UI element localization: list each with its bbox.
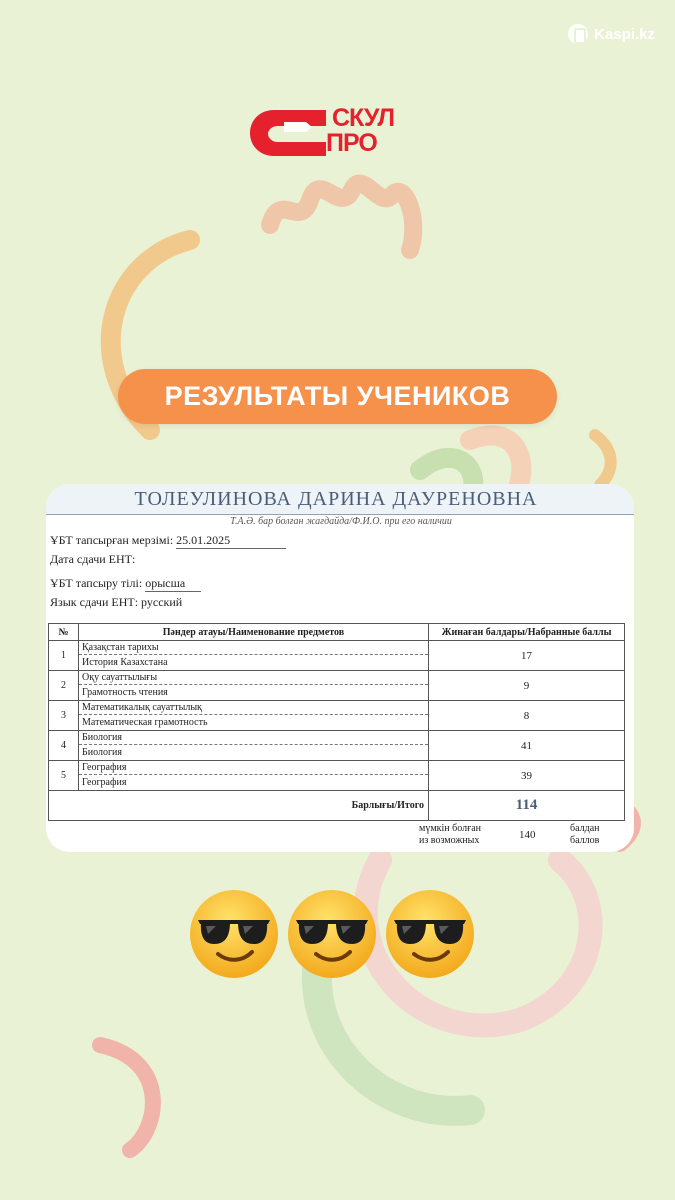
- skul-pro-logo: [248, 106, 428, 158]
- row-subject: [79, 641, 429, 671]
- results-banner: РЕЗУЛЬТАТЫ УЧЕНИКОВ: [118, 369, 557, 424]
- student-name: ТОЛЕУЛИНОВА ДАРИНА ДАУРЕНОВНА: [134, 488, 538, 510]
- possible-label: [419, 823, 481, 847]
- points-text-ru: баллов: [570, 835, 600, 846]
- table-row: [49, 701, 625, 731]
- sunglasses-face-emoji: [188, 888, 280, 980]
- row-subject: [79, 731, 429, 761]
- name-caption: Т.А.Ә. бар болған жағдайда/Ф.И.О. при его наличии: [230, 516, 452, 527]
- possible-value: 140: [519, 829, 536, 841]
- emoji-row: [188, 888, 476, 980]
- ent-certificate: [46, 484, 634, 852]
- table-row: [49, 761, 625, 791]
- possible-text-ru: из возможных: [419, 835, 480, 846]
- lang-label-kz: ҰБТ тапсыру тілі:: [50, 576, 143, 590]
- kaspi-watermark: [568, 24, 655, 44]
- points-label: [570, 823, 599, 847]
- date-label-ru: Дата сдачи ЕНТ:: [50, 552, 136, 566]
- row-num: 4: [49, 731, 79, 761]
- watermark-text: Kaspi.kz: [594, 25, 655, 43]
- total-row: [49, 791, 625, 821]
- language-row: [50, 576, 201, 592]
- date-label-kz: ҰБТ тапсырған мерзімі:: [50, 533, 174, 547]
- table-row: [49, 731, 625, 761]
- date-value: 25.01.2025: [176, 533, 286, 549]
- row-subject: [79, 761, 429, 791]
- row-num: 2: [49, 671, 79, 701]
- row-num: 3: [49, 701, 79, 731]
- lang-value-ru: русский: [141, 595, 183, 609]
- subject-kz: Математикалық сауаттылық: [79, 701, 428, 715]
- subject-kz: География: [79, 761, 428, 775]
- lang-label-ru: Язык сдачи ЕНТ:: [50, 595, 139, 609]
- kaspi-logo-icon: [568, 24, 588, 44]
- date-row: [50, 533, 286, 549]
- logo-line1: СКУЛ: [332, 104, 395, 132]
- points-text-kz: балдан: [570, 823, 600, 834]
- subject-ru: Биология: [82, 747, 123, 758]
- logo-mark-icon: [248, 106, 330, 158]
- language-row-ru: [50, 595, 182, 610]
- sunglasses-face-emoji: [286, 888, 378, 980]
- logo-line2: ПРО: [326, 129, 377, 157]
- row-num: 1: [49, 641, 79, 671]
- row-score: 8: [429, 701, 625, 731]
- subject-ru: Математическая грамотность: [82, 717, 208, 728]
- table-row: [49, 671, 625, 701]
- results-table: [48, 623, 625, 821]
- header-score: Жинаған балдары/Набранные баллы: [429, 624, 625, 641]
- name-rule: [46, 514, 634, 515]
- row-score: 41: [429, 731, 625, 761]
- table-header-row: [49, 624, 625, 641]
- row-subject: [79, 671, 429, 701]
- row-score: 17: [429, 641, 625, 671]
- row-num: 5: [49, 761, 79, 791]
- header-num: №: [49, 624, 79, 641]
- lang-value-kz: орысша: [145, 576, 201, 592]
- subject-kz: Оқу сауаттылығы: [79, 671, 428, 685]
- subject-kz: Биология: [79, 731, 428, 745]
- row-score: 9: [429, 671, 625, 701]
- sunglasses-face-emoji: [384, 888, 476, 980]
- total-value: 114: [429, 791, 625, 821]
- subject-ru: Грамотность чтения: [82, 687, 168, 698]
- subject-kz: Қазақстан тарихы: [79, 641, 428, 655]
- subject-ru: История Казахстана: [82, 657, 168, 668]
- row-score: 39: [429, 761, 625, 791]
- table-row: [49, 641, 625, 671]
- possible-text-kz: мүмкін болған: [419, 823, 481, 834]
- row-subject: [79, 701, 429, 731]
- total-label: Барлығы/Итого: [49, 791, 429, 821]
- subject-ru: География: [82, 777, 127, 788]
- header-subject: Пәндер атауы/Наименование предметов: [79, 624, 429, 641]
